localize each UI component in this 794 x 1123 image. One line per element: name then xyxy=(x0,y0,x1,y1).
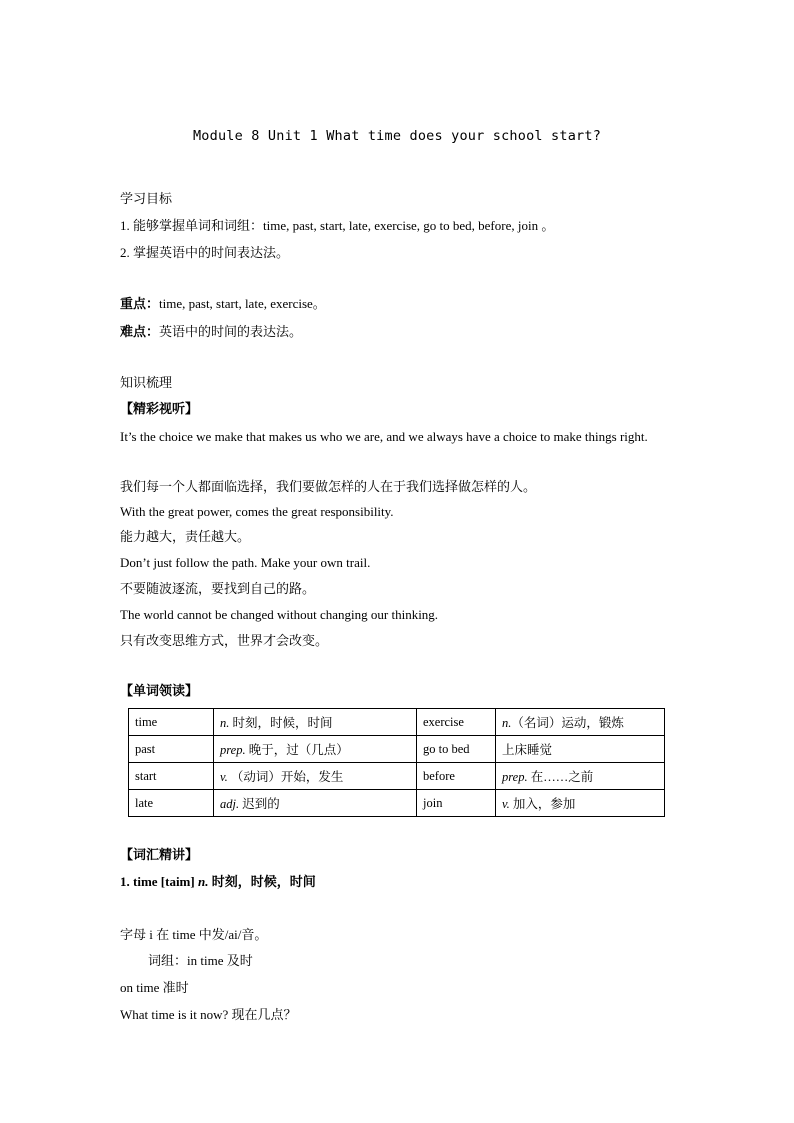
objective-item-2: 2. 掌握英语中的时间表达法。 xyxy=(120,245,290,260)
meaning-text: 加入，参加 xyxy=(509,797,576,811)
vocab-meaning xyxy=(496,709,665,736)
quote-1-en: It’s the choice we make that makes us who we are, and we always have a choice to make things right. xyxy=(120,429,648,444)
page-title: Module 8 Unit 1 What time does your school start? xyxy=(192,128,602,144)
part-of-speech: n. xyxy=(502,716,512,730)
vocab-word: join xyxy=(417,790,496,817)
part-of-speech: prep. xyxy=(220,743,246,757)
difficulty-label: 难点： xyxy=(120,324,160,339)
objective-item-1: 1. 能够掌握单词和词组：time, past, start, late, exercise, go to bed, before, join 。 xyxy=(120,218,555,233)
quote-4-en: The world cannot be changed without changing our thinking. xyxy=(120,607,439,622)
focus-label: 重点： xyxy=(120,296,160,311)
table-row xyxy=(129,790,665,817)
vocab-word: exercise xyxy=(417,709,496,736)
vocab-heading: 【单词领读】 xyxy=(120,683,199,698)
vocab-word: past xyxy=(129,736,214,763)
knowledge-heading: 知识梳理 xyxy=(120,375,173,390)
difficulty-line xyxy=(120,323,302,341)
part-of-speech: prep. xyxy=(502,770,528,784)
vocab-meaning xyxy=(214,763,417,790)
part-of-speech: v. xyxy=(502,797,510,811)
vocab-meaning xyxy=(214,736,417,763)
difficulty-text: 英语中的时间的表达法。 xyxy=(159,324,303,339)
part-of-speech: n. xyxy=(220,716,230,730)
objectives-heading: 学习目标 xyxy=(120,191,173,206)
meaning-text: 迟到的 xyxy=(239,797,280,811)
table-row xyxy=(129,736,665,763)
explain-line-3: on time 准时 xyxy=(120,980,189,995)
meaning-text: 上床睡觉 xyxy=(502,743,553,757)
explain-line-2: 词组：in time 及时 xyxy=(148,953,253,968)
vocab-table xyxy=(128,708,665,817)
entry-word: 1. time [taim] xyxy=(120,874,198,889)
quote-3-en: Don’t just follow the path. Make your own trail. xyxy=(120,555,371,570)
explain-line-4: What time is it now? 现在几点？ xyxy=(120,1007,297,1022)
quote-4-zh: 只有改变思维方式，世界才会改变。 xyxy=(120,633,329,648)
vocab-meaning xyxy=(496,763,665,790)
quote-3-zh: 不要随波逐流，要找到自己的路。 xyxy=(120,581,316,596)
vocab-word: go to bed xyxy=(417,736,496,763)
explain-heading: 【词汇精讲】 xyxy=(120,847,199,862)
vocab-meaning xyxy=(214,790,417,817)
meaning-text: 时刻，时候，时间 xyxy=(229,716,333,730)
vocab-meaning xyxy=(496,790,665,817)
entry-pos: n. xyxy=(197,874,209,889)
quote-1-zh: 我们每一个人都面临选择，我们要做怎样的人在于我们选择做怎样的人。 xyxy=(120,479,537,494)
quote-2-zh: 能力越大，责任越大。 xyxy=(120,529,251,544)
part-of-speech: v. xyxy=(220,770,228,784)
meaning-text: （名词）运动，锻炼 xyxy=(511,716,624,730)
meaning-text: （动词）开始，发生 xyxy=(227,770,344,784)
vocab-meaning xyxy=(214,709,417,736)
vocab-word: start xyxy=(129,763,214,790)
meaning-text: 在……之前 xyxy=(527,770,594,784)
entry-meaning: 时刻，时候，时间 xyxy=(208,874,316,889)
video-heading: 【精彩视听】 xyxy=(120,401,199,416)
explain-line-1: 字母 i 在 time 中发/ai/音。 xyxy=(120,927,268,942)
vocab-word: time xyxy=(129,709,214,736)
vocab-word: before xyxy=(417,763,496,790)
focus-line xyxy=(120,295,326,313)
explain-entry xyxy=(120,873,316,891)
table-row xyxy=(129,763,665,790)
quote-2-en: With the great power, comes the great responsibility. xyxy=(120,504,394,519)
table-row xyxy=(129,709,665,736)
meaning-text: 晚于，过（几点） xyxy=(245,743,349,757)
part-of-speech: adj. xyxy=(220,797,240,811)
focus-text: time, past, start, late, exercise。 xyxy=(159,296,326,311)
vocab-meaning xyxy=(496,736,665,763)
vocab-word: late xyxy=(129,790,214,817)
